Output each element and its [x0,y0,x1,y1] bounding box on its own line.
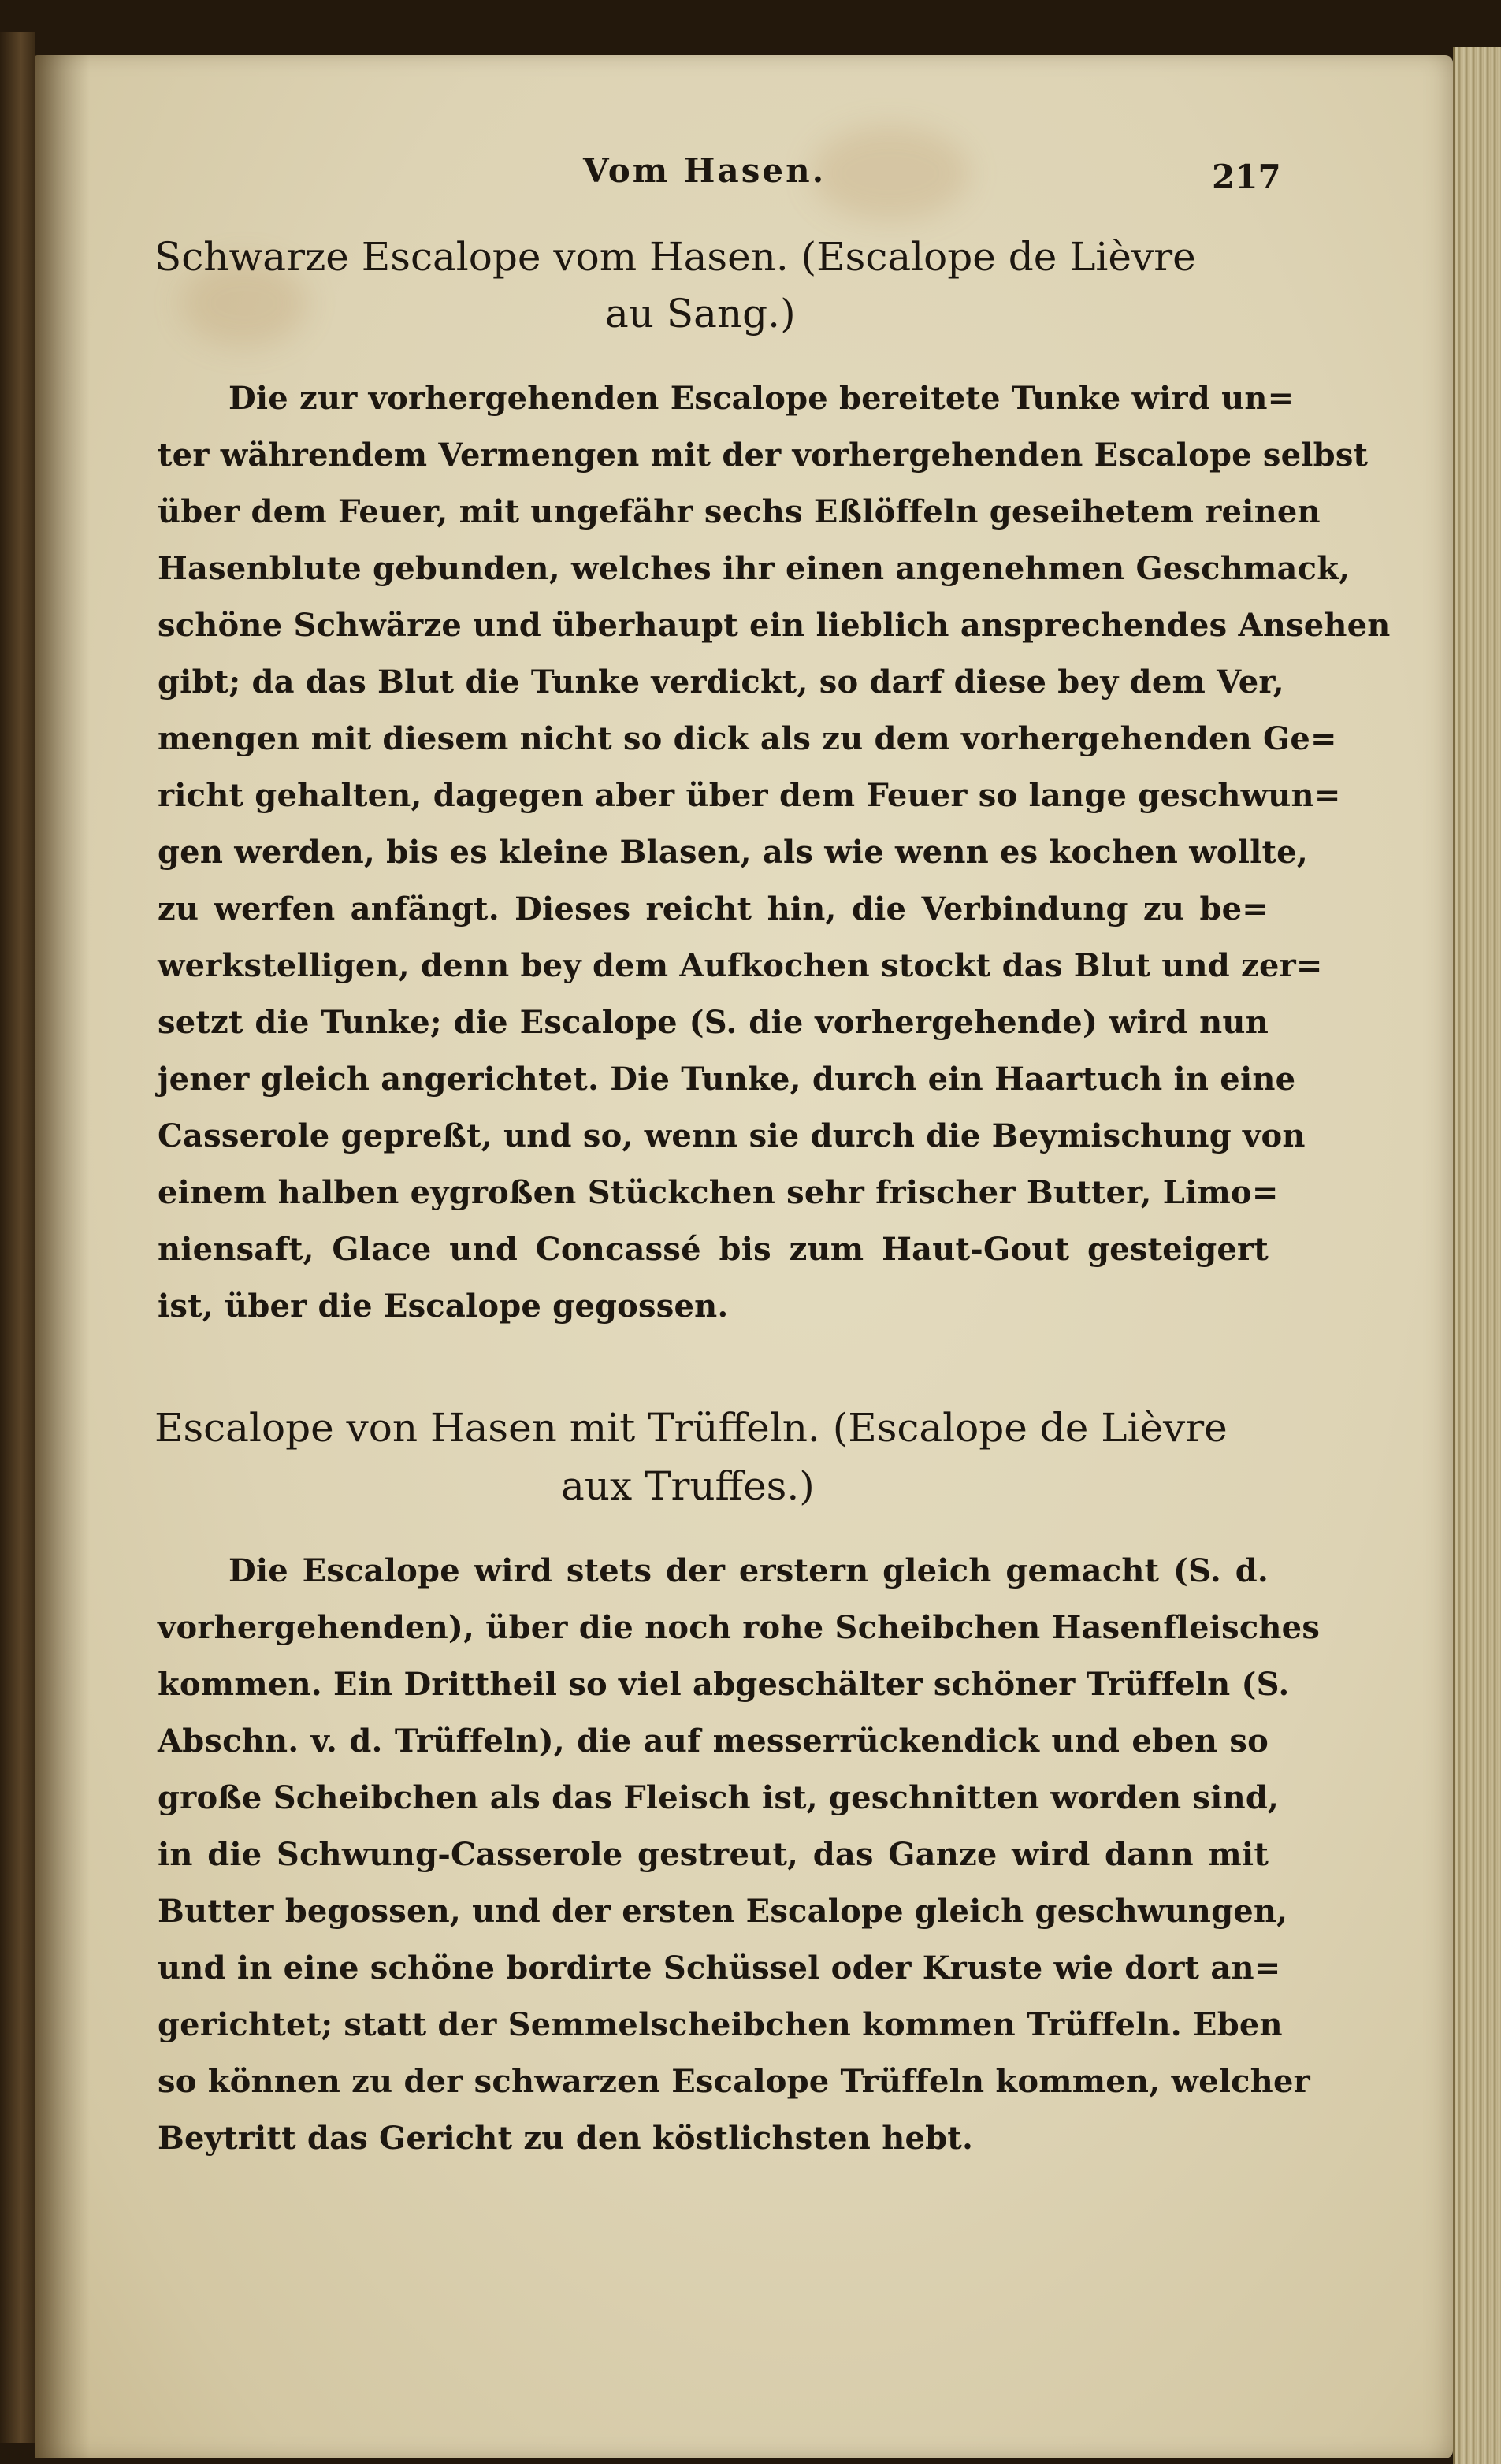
paragraph-line: jener gleich angerichtet. Die Tunke, durch ein Haartuch in eine [158,1061,1296,1098]
paper-stain [812,126,969,221]
section-title: Escalope von Hasen mit Trüffeln. (Escalope de Lièvre [154,1405,1228,1451]
paragraph-line: einem halben eygroßen Stückchen sehr frischer Butter, Limo= [158,1174,1279,1211]
paragraph-line: so können zu der schwarzen Escalope Trüffeln kommen, welcher [158,2063,1310,2100]
paragraph-line: Abschn. v. d. Trüffeln), die auf messerrückendick und eben so [158,1723,1269,1760]
paragraph-line: werkstelligen, denn bey dem Aufkochen stockt das Blut und zer= [158,947,1323,984]
paragraph-line: setzt die Tunke; die Escalope (S. die vorhergehende) wird nun [158,1004,1269,1041]
paragraph-line: Die zur vorhergehenden Escalope bereitete Tunke wird un= [228,380,1295,417]
section-title-continued: au Sang.) [605,291,796,336]
section-title-continued: aux Truffes.) [561,1463,815,1509]
paragraph-line: Butter begossen, und der ersten Escalope gleich geschwungen, [158,1893,1288,1930]
page-number: 217 [1212,158,1281,196]
paragraph-line: Hasenblute gebunden, welches ihr einen angenehmen Geschmack, [158,550,1351,587]
paragraph-line: ter währendem Vermengen mit der vorhergehenden Escalope selbst [158,437,1369,474]
paragraph-line: Beytritt das Gericht zu den köstlichsten hebt. [158,2120,974,2157]
running-head: Vom Hasen. [583,151,827,190]
page-gutter-shadow [35,55,90,2458]
paragraph-line: gerichtet; statt der Semmelscheibchen kommen Trüffeln. Eben [158,2006,1283,2043]
paragraph-line: und in eine schöne bordirte Schüssel oder Kruste wie dort an= [158,1949,1281,1986]
paragraph-line: mengen mit diesem nicht so dick als zu dem vorhergehenden Ge= [158,720,1337,757]
paragraph-line: in die Schwung-Casserole gestreut, das Ganze wird dann mit [158,1836,1269,1873]
paragraph-line: gibt; da das Blut die Tunke verdickt, so darf diese bey dem Ver, [158,663,1284,701]
paragraph-line: schöne Schwärze und überhaupt ein lieblich ansprechendes Ansehen [158,607,1391,644]
paragraph-line: Casserole gepreßt, und so, wenn sie durch die Beymischung von [158,1117,1306,1154]
paragraph-line: große Scheibchen als das Fleisch ist, geschnitten worden sind, [158,1779,1280,1816]
page-stack-edge [1453,47,1501,2464]
paragraph-line: ist, über die Escalope gegossen. [158,1288,729,1325]
paragraph-line: niensaft, Glace und Concassé bis zum Haut-Gout gesteigert [158,1231,1269,1268]
paragraph-line: richt gehalten, dagegen aber über dem Feuer so lange geschwun= [158,777,1341,814]
facing-page-edge [0,32,35,2443]
paragraph-line: vorhergehenden), über die noch rohe Scheibchen Hasenfleisches [158,1609,1321,1646]
section-title: Schwarze Escalope vom Hasen. (Escalope de Lièvre [154,234,1196,280]
paragraph-line: zu werfen anfängt. Dieses reicht hin, die Verbindung zu be= [158,890,1269,927]
paragraph-line: Die Escalope wird stets der erstern gleich gemacht (S. d. [228,1552,1269,1589]
paragraph-line: über dem Feuer, mit ungefähr sechs Eßlöffeln geseihetem reinen [158,493,1321,530]
paragraph-line: gen werden, bis es kleine Blasen, als wie wenn es kochen wollte, [158,834,1308,871]
paragraph-line: kommen. Ein Drittheil so viel abgeschälter schöner Trüffeln (S. [158,1666,1290,1703]
